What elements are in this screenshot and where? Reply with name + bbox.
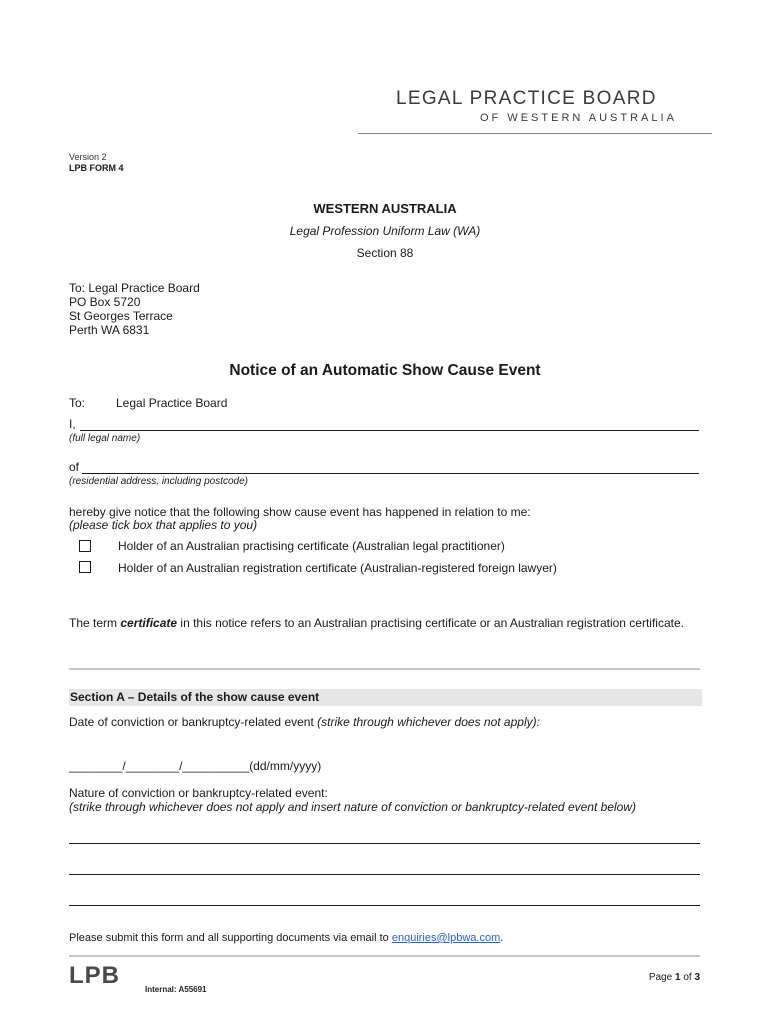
date-hint: (strike through whichever does not apply): (317, 715, 540, 729)
nature-line[interactable] (69, 874, 700, 875)
address-hint: (residential address, including postcode) (69, 476, 248, 487)
date-label-row (69, 715, 540, 729)
submit-instruction: Please submit this form and all supporting documents via email to (69, 932, 389, 944)
page-of: of (683, 972, 692, 983)
term-before: The term (69, 616, 118, 630)
term-word: certificate (120, 616, 178, 630)
to-value: Legal Practice Board (116, 396, 228, 410)
state-heading: WESTERN AUSTRALIA (313, 201, 457, 216)
address-prefix: of (69, 460, 80, 474)
lpb-logo: LPB (69, 962, 120, 989)
date-field[interactable]: ________/________/__________(dd/mm/yyyy) (69, 759, 322, 773)
practising-certificate-checkbox[interactable] (79, 540, 91, 552)
submit-end: . (500, 932, 504, 944)
notice-text: hereby give notice that the following show cause event has happened in relation to me: (69, 505, 531, 519)
page-total: 3 (694, 972, 700, 983)
term-after: in this notice refers to an Australian practising certificate or an Australian registration certificate. (180, 616, 684, 630)
registration-certificate-checkbox[interactable] (79, 561, 91, 573)
header-rule (358, 133, 712, 134)
version-label: Version 2 (69, 152, 107, 162)
org-subtitle: OF WESTERN AUSTRALIA (480, 112, 677, 124)
address-line: PO Box 5720 (69, 295, 141, 309)
law-heading: Legal Profession Uniform Law (WA) (289, 224, 481, 238)
residential-address-field[interactable] (82, 473, 699, 474)
address-line: St Georges Terrace (69, 309, 173, 323)
full-name-field[interactable] (80, 430, 699, 431)
section-heading: Section 88 (356, 246, 414, 260)
option-label: Holder of an Australian registration certificate (Australian-registered foreign lawyer) (118, 561, 557, 575)
option-label: Holder of an Australian practising certificate (Australian legal practitioner) (118, 539, 505, 553)
page-current: 1 (674, 972, 681, 983)
term-paragraph (69, 616, 700, 631)
form-number: LPB FORM 4 (69, 163, 124, 173)
name-prefix: I, (69, 417, 76, 431)
footer-divider (69, 955, 700, 957)
to-label: To: (69, 396, 86, 410)
page-title: Notice of an Automatic Show Cause Event (229, 362, 541, 379)
section-a-title: Section A – Details of the show cause event (70, 690, 320, 704)
address-block (69, 281, 200, 337)
nature-label: Nature of conviction or bankruptcy-related event: (69, 786, 328, 800)
address-line: Perth WA 6831 (69, 323, 150, 337)
email-link[interactable]: enquiries@lpbwa.com (391, 932, 501, 944)
notice-hint: (please tick box that applies to you) (69, 518, 258, 532)
divider (69, 668, 700, 670)
page-number (600, 972, 700, 983)
nature-line[interactable] (69, 843, 700, 844)
internal-ref: Internal: A55691 (145, 985, 207, 994)
name-hint: (full legal name) (69, 433, 141, 444)
page-label: Page (648, 972, 673, 983)
address-line: To: Legal Practice Board (69, 281, 200, 295)
nature-line[interactable] (69, 905, 700, 906)
submit-text (69, 932, 503, 944)
nature-hint: (strike through whichever does not apply and insert nature of conviction or bankruptcy-related event below) (69, 800, 636, 814)
org-name: LEGAL PRACTICE BOARD (396, 88, 657, 109)
date-label: Date of conviction or bankruptcy-related event (69, 715, 314, 729)
